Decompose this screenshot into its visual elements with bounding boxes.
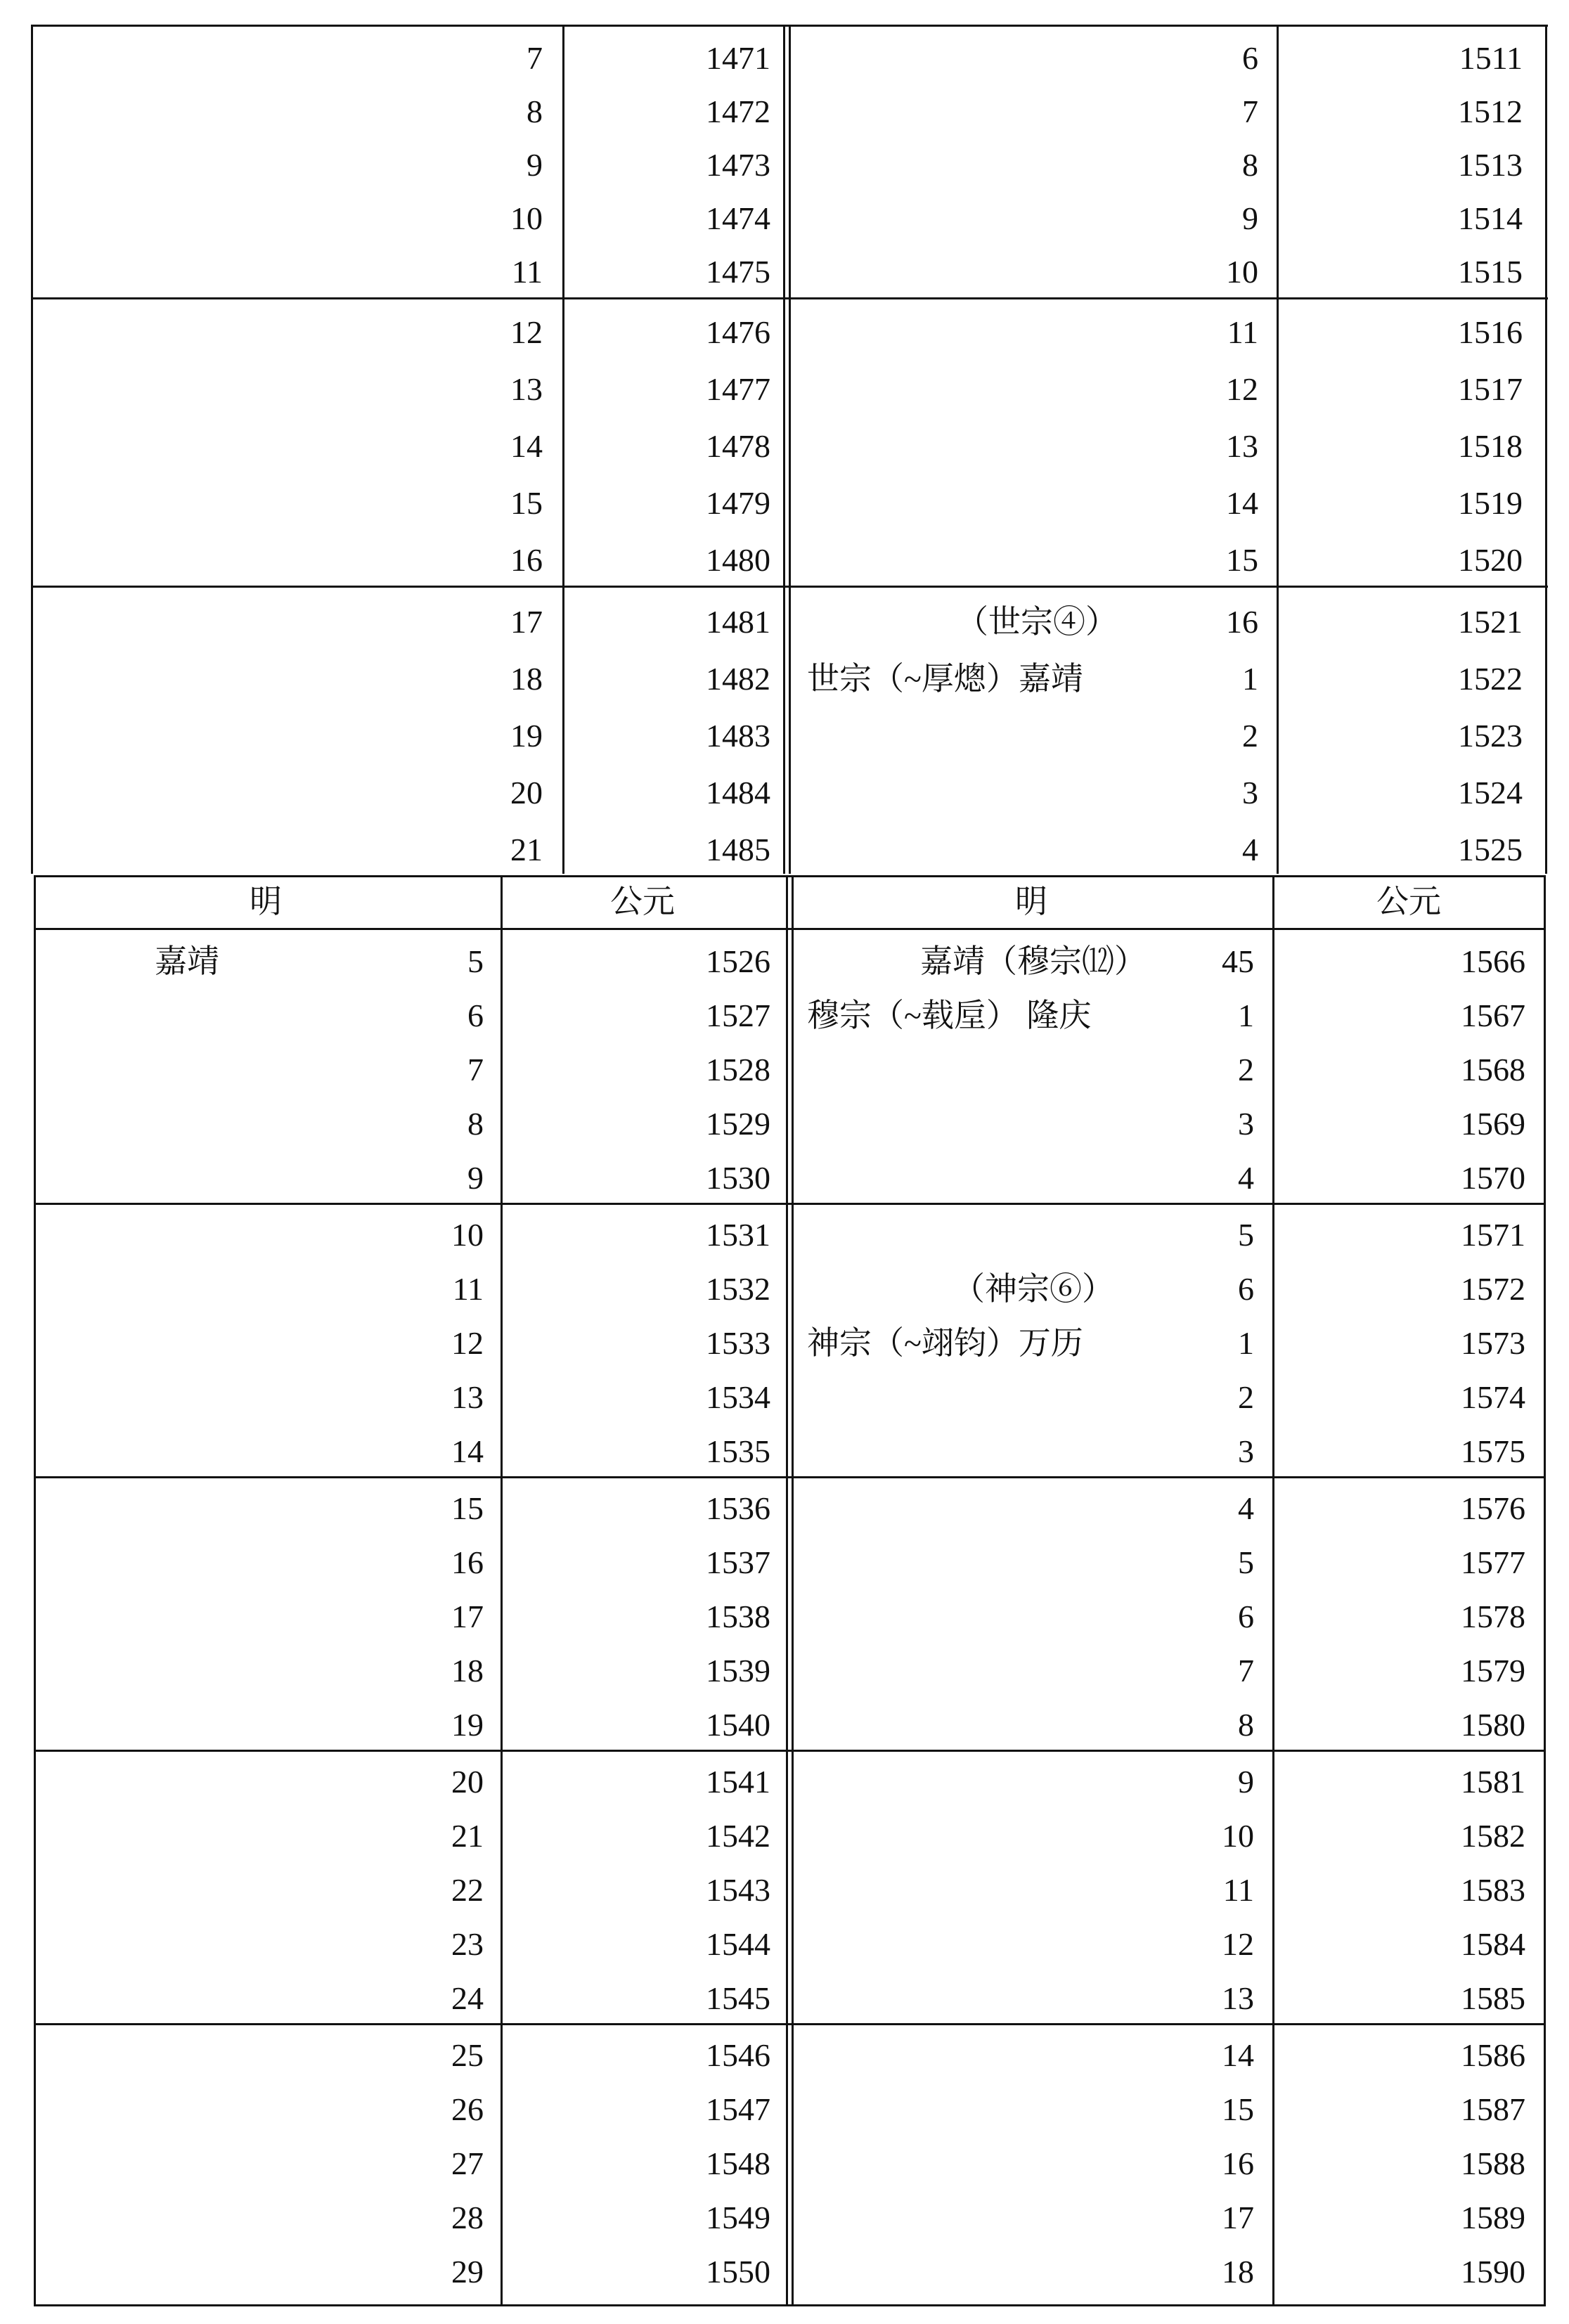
regnal-year-cell: 5 <box>1238 1544 1254 1580</box>
ad-year-cell: 1547 <box>706 2091 770 2127</box>
ad-year-cell: 1585 <box>1461 1980 1525 2016</box>
ad-year-cell: 1548 <box>706 2145 770 2181</box>
ad-year-cell: 1483 <box>706 718 770 754</box>
regnal-year-cell: 8 <box>467 1106 484 1142</box>
regnal-year-cell: 11 <box>452 1271 484 1307</box>
regnal-year-cell: 13 <box>1226 428 1258 464</box>
ad-year-cell: 1588 <box>1461 2145 1525 2181</box>
ad-year-cell: 1531 <box>706 1217 770 1253</box>
regnal-year-cell: 6 <box>1238 1599 1254 1634</box>
regnal-year-cell: 13 <box>510 371 543 407</box>
regnal-year-cell: 17 <box>451 1599 484 1634</box>
ad-year-cell: 1576 <box>1461 1490 1525 1526</box>
bottom-block-divider <box>1544 875 1546 2306</box>
ad-year-cell: 1587 <box>1461 2091 1525 2127</box>
regnal-year-cell: 17 <box>1222 2200 1254 2235</box>
ad-year-cell: 1477 <box>706 371 770 407</box>
regnal-year-cell: 25 <box>451 2037 484 2073</box>
ad-year-cell: 1519 <box>1458 485 1523 521</box>
regnal-year-cell: 6 <box>467 998 484 1033</box>
ad-year-cell: 1472 <box>706 93 770 129</box>
bottom-block-divider <box>501 875 503 2306</box>
ad-year-cell: 1539 <box>706 1653 770 1689</box>
top-block-divider <box>789 25 791 874</box>
ad-year-cell: 1584 <box>1461 1926 1525 1962</box>
ad-year-cell: 1516 <box>1458 314 1523 350</box>
ad-year-cell: 1524 <box>1458 775 1523 811</box>
ad-year-cell: 1546 <box>706 2037 770 2073</box>
regnal-year-cell: 16 <box>1226 604 1258 640</box>
ad-year-cell: 1481 <box>706 604 770 640</box>
regnal-year-cell: 3 <box>1238 1106 1254 1142</box>
header-border <box>34 928 1544 930</box>
regnal-year-cell: 14 <box>1226 485 1258 521</box>
regnal-year-cell: 16 <box>510 542 543 578</box>
bottom-block-divider <box>1272 875 1274 2306</box>
ad-year-cell: 1542 <box>706 1818 770 1854</box>
regnal-year-cell: 23 <box>451 1926 484 1962</box>
regnal-year-cell: 15 <box>1222 2091 1254 2127</box>
regnal-year-cell: 15 <box>510 485 543 521</box>
ad-year-cell: 1518 <box>1458 428 1523 464</box>
ad-year-cell: 1544 <box>706 1926 770 1962</box>
ad-year-cell: 1574 <box>1461 1379 1525 1415</box>
ad-year-cell: 1580 <box>1461 1707 1525 1743</box>
top-block-divider <box>1277 25 1279 874</box>
regnal-year-cell: 3 <box>1242 775 1258 811</box>
regnal-year-cell: 7 <box>467 1052 484 1087</box>
ad-year-cell: 1527 <box>706 998 770 1033</box>
regnal-year-cell: 12 <box>451 1325 484 1361</box>
ad-year-cell: 1517 <box>1458 371 1523 407</box>
bottom-block-border <box>34 2023 1544 2025</box>
ad-year-cell: 1537 <box>706 1544 770 1580</box>
ad-year-cell: 1526 <box>706 943 770 979</box>
bottom-block-border <box>34 2304 1544 2306</box>
header-right-ad: 公元 <box>1376 884 1441 919</box>
reign-name-cell: （神宗⑥） <box>953 1271 1114 1307</box>
regnal-year-cell: 27 <box>451 2145 484 2181</box>
regnal-year-cell: 9 <box>1242 200 1258 236</box>
regnal-year-cell: 11 <box>1227 314 1258 350</box>
ad-year-cell: 1529 <box>706 1106 770 1142</box>
ad-year-cell: 1535 <box>706 1433 770 1469</box>
ad-year-cell: 1538 <box>706 1599 770 1634</box>
regnal-year-cell: 16 <box>1222 2145 1254 2181</box>
regnal-year-cell: 10 <box>1222 1818 1254 1854</box>
ad-year-cell: 1512 <box>1458 93 1523 129</box>
regnal-year-cell: 16 <box>451 1544 484 1580</box>
regnal-year-cell: 9 <box>527 147 543 183</box>
bottom-block-border <box>34 1476 1544 1478</box>
ad-year-cell: 1545 <box>706 1980 770 2016</box>
ad-year-cell: 1480 <box>706 542 770 578</box>
ad-year-cell: 1569 <box>1461 1106 1525 1142</box>
regnal-year-cell: 26 <box>451 2091 484 2127</box>
ad-year-cell: 1582 <box>1461 1818 1525 1854</box>
ad-year-cell: 1568 <box>1461 1052 1525 1087</box>
ad-year-cell: 1540 <box>706 1707 770 1743</box>
ad-year-cell: 1536 <box>706 1490 770 1526</box>
ad-year-cell: 1577 <box>1461 1544 1525 1580</box>
ad-year-cell: 1550 <box>706 2254 770 2290</box>
reign-name-cell: 世宗（~厚熜）嘉靖 <box>807 661 1083 697</box>
regnal-year-cell: 12 <box>1222 1926 1254 1962</box>
header-left-ad: 公元 <box>610 884 675 919</box>
regnal-year-cell: 19 <box>451 1707 484 1743</box>
regnal-year-cell: 12 <box>510 314 543 350</box>
ad-year-cell: 1479 <box>706 485 770 521</box>
regnal-year-cell: 28 <box>451 2200 484 2235</box>
ad-year-cell: 1478 <box>706 428 770 464</box>
regnal-year-cell: 7 <box>1242 93 1258 129</box>
regnal-year-cell: 1 <box>1238 1325 1254 1361</box>
bottom-block-border <box>34 1203 1544 1205</box>
regnal-year-cell: 8 <box>527 93 543 129</box>
ad-year-cell: 1474 <box>706 200 770 236</box>
ad-year-cell: 1590 <box>1461 2254 1525 2290</box>
ad-year-cell: 1482 <box>706 661 770 697</box>
regnal-year-cell: 11 <box>1222 1872 1254 1908</box>
ad-year-cell: 1475 <box>706 254 770 290</box>
regnal-year-cell: 11 <box>511 254 543 290</box>
regnal-year-cell: 7 <box>527 40 543 76</box>
regnal-year-cell: 10 <box>1226 254 1258 290</box>
ad-year-cell: 1567 <box>1461 998 1525 1033</box>
ad-year-cell: 1534 <box>706 1379 770 1415</box>
reign-name-cell: 嘉靖（穆宗⑿） <box>920 943 1147 979</box>
ad-year-cell: 1572 <box>1461 1271 1525 1307</box>
regnal-year-cell: 9 <box>467 1160 484 1196</box>
regnal-year-cell: 20 <box>510 775 543 811</box>
ad-year-cell: 1513 <box>1458 147 1523 183</box>
regnal-year-cell: 15 <box>1226 542 1258 578</box>
ad-year-cell: 1589 <box>1461 2200 1525 2235</box>
ad-year-cell: 1522 <box>1458 661 1523 697</box>
ad-year-cell: 1586 <box>1461 2037 1525 2073</box>
bottom-block-divider <box>786 875 788 2306</box>
regnal-year-cell: 8 <box>1242 147 1258 183</box>
regnal-year-cell: 2 <box>1238 1052 1254 1087</box>
regnal-year-cell: 22 <box>451 1872 484 1908</box>
reign-name-cell: 神宗（~翊钧）万历 <box>807 1325 1083 1361</box>
ad-year-cell: 1476 <box>706 314 770 350</box>
header-border <box>34 875 1544 877</box>
top-block-divider <box>1545 25 1547 874</box>
regnal-year-cell: 18 <box>510 661 543 697</box>
ad-year-cell: 1521 <box>1458 604 1523 640</box>
reign-name-cell: （世宗④） <box>956 604 1118 640</box>
regnal-year-cell: 6 <box>1238 1271 1254 1307</box>
bottom-block-divider <box>792 875 794 2306</box>
ad-year-cell: 1528 <box>706 1052 770 1087</box>
ad-year-cell: 1541 <box>706 1764 770 1800</box>
regnal-year-cell: 6 <box>1242 40 1258 76</box>
regnal-year-cell: 1 <box>1238 998 1254 1033</box>
ad-year-cell: 1511 <box>1459 40 1523 76</box>
ad-year-cell: 1533 <box>706 1325 770 1361</box>
regnal-year-cell: 21 <box>451 1818 484 1854</box>
regnal-year-cell: 15 <box>451 1490 484 1526</box>
regnal-year-cell: 45 <box>1222 943 1254 979</box>
ad-year-cell: 1543 <box>706 1872 770 1908</box>
regnal-year-cell: 14 <box>451 1433 484 1469</box>
regnal-year-cell: 4 <box>1242 832 1258 867</box>
regnal-year-cell: 12 <box>1226 371 1258 407</box>
regnal-year-cell: 7 <box>1238 1653 1254 1689</box>
regnal-year-cell: 14 <box>1222 2037 1254 2073</box>
ad-year-cell: 1485 <box>706 832 770 867</box>
regnal-year-cell: 13 <box>451 1379 484 1415</box>
regnal-year-cell: 4 <box>1238 1160 1254 1196</box>
ad-year-cell: 1473 <box>706 147 770 183</box>
ad-year-cell: 1471 <box>706 40 770 76</box>
reign-name-cell: 嘉靖 <box>155 943 219 979</box>
ad-year-cell: 1549 <box>706 2200 770 2235</box>
ad-year-cell: 1484 <box>706 775 770 811</box>
top-block-divider <box>783 25 785 874</box>
ad-year-cell: 1520 <box>1458 542 1523 578</box>
regnal-year-cell: 24 <box>451 1980 484 2016</box>
regnal-year-cell: 19 <box>510 718 543 754</box>
ad-year-cell: 1523 <box>1458 718 1523 754</box>
regnal-year-cell: 20 <box>451 1764 484 1800</box>
regnal-year-cell: 13 <box>1222 1980 1254 2016</box>
header-left-dynasty: 明 <box>250 884 282 919</box>
regnal-year-cell: 2 <box>1242 718 1258 754</box>
ad-year-cell: 1514 <box>1458 200 1523 236</box>
bottom-block-border <box>34 1750 1544 1752</box>
ad-year-cell: 1515 <box>1458 254 1523 290</box>
regnal-year-cell: 4 <box>1238 1490 1254 1526</box>
regnal-year-cell: 9 <box>1238 1764 1254 1800</box>
ad-year-cell: 1575 <box>1461 1433 1525 1469</box>
reign-name-cell: 穆宗（~载垕） 隆庆 <box>807 998 1092 1033</box>
ad-year-cell: 1571 <box>1461 1217 1525 1253</box>
bottom-block-divider <box>34 875 36 2306</box>
regnal-year-cell: 2 <box>1238 1379 1254 1415</box>
header-right-dynasty: 明 <box>1015 884 1047 919</box>
regnal-year-cell: 5 <box>467 943 484 979</box>
regnal-year-cell: 5 <box>1238 1217 1254 1253</box>
regnal-year-cell: 29 <box>451 2254 484 2290</box>
ad-year-cell: 1570 <box>1461 1160 1525 1196</box>
top-block-divider <box>31 25 33 874</box>
ad-year-cell: 1525 <box>1458 832 1523 867</box>
regnal-year-cell: 14 <box>510 428 543 464</box>
ad-year-cell: 1578 <box>1461 1599 1525 1634</box>
regnal-year-cell: 3 <box>1238 1433 1254 1469</box>
ad-year-cell: 1532 <box>706 1271 770 1307</box>
ad-year-cell: 1581 <box>1461 1764 1525 1800</box>
regnal-year-cell: 10 <box>451 1217 484 1253</box>
regnal-year-cell: 17 <box>510 604 543 640</box>
regnal-year-cell: 18 <box>1222 2254 1254 2290</box>
regnal-year-cell: 18 <box>451 1653 484 1689</box>
regnal-year-cell: 8 <box>1238 1707 1254 1743</box>
ad-year-cell: 1583 <box>1461 1872 1525 1908</box>
regnal-year-cell: 1 <box>1242 661 1258 697</box>
ad-year-cell: 1579 <box>1461 1653 1525 1689</box>
ad-year-cell: 1530 <box>706 1160 770 1196</box>
regnal-year-cell: 10 <box>510 200 543 236</box>
regnal-year-cell: 21 <box>510 832 543 867</box>
ad-year-cell: 1573 <box>1461 1325 1525 1361</box>
ad-year-cell: 1566 <box>1461 943 1525 979</box>
